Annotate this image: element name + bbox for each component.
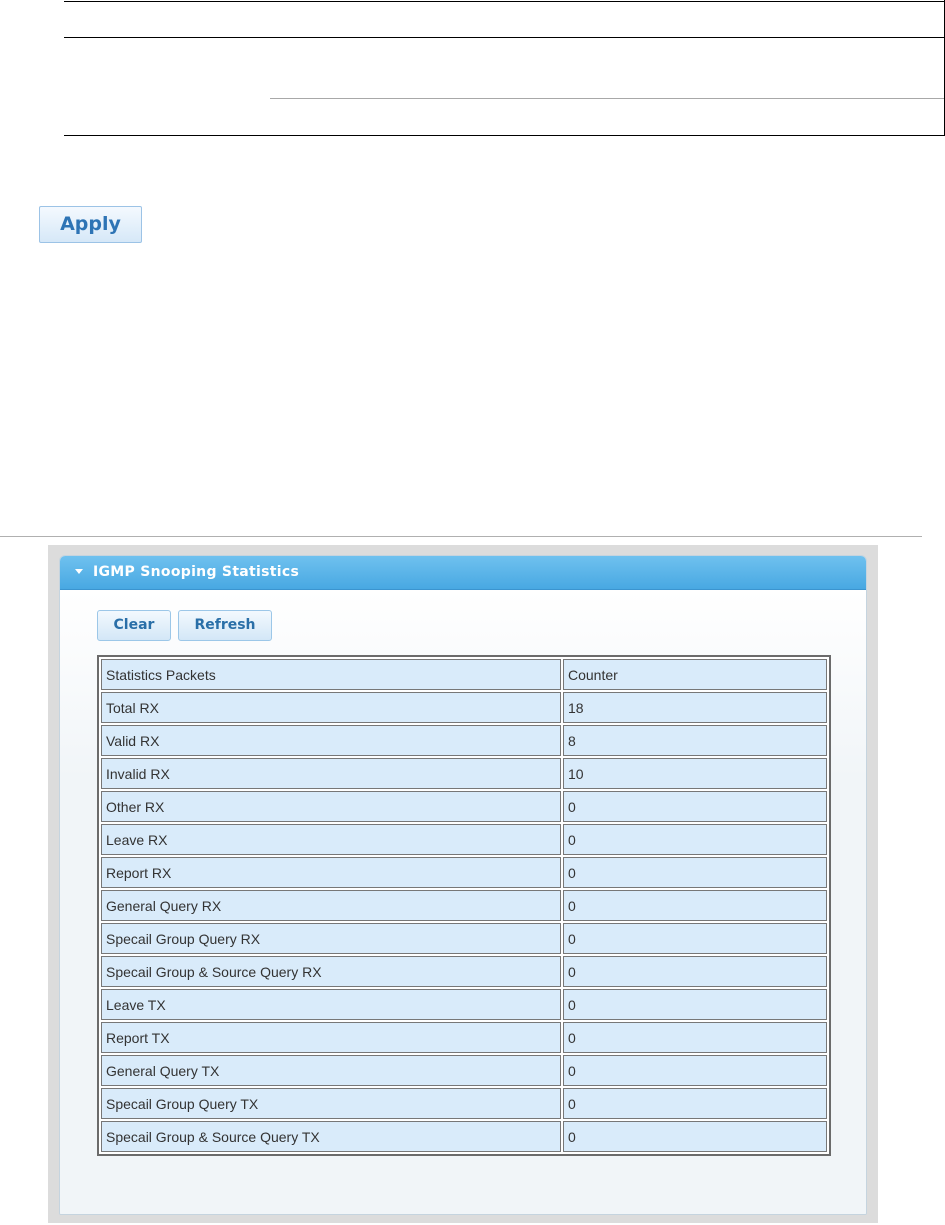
counter-cell: 0	[563, 1088, 827, 1119]
column-header-packets: Statistics Packets	[101, 659, 561, 690]
statistics-table	[97, 655, 831, 1156]
counter-cell: 10	[563, 758, 827, 789]
packet-type-cell: Valid RX	[101, 725, 561, 756]
panel-body	[60, 590, 866, 1215]
refresh-button[interactable]: Refresh	[178, 610, 272, 641]
column-header-counter: Counter	[563, 659, 827, 690]
table-row	[101, 956, 827, 987]
counter-cell: 0	[563, 1121, 827, 1152]
counter-cell: 0	[563, 1022, 827, 1053]
table-row	[101, 989, 827, 1020]
packet-type-cell: Specail Group & Source Query TX	[101, 1121, 561, 1152]
table-top-border	[64, 1, 945, 2]
packet-type-cell: Report RX	[101, 857, 561, 888]
table-row	[101, 923, 827, 954]
panel-header[interactable]	[60, 556, 866, 590]
packet-type-cell: Total RX	[101, 692, 561, 723]
counter-cell: 0	[563, 824, 827, 855]
packet-type-cell: Leave RX	[101, 824, 561, 855]
packet-type-cell: Invalid RX	[101, 758, 561, 789]
table-row	[101, 1121, 827, 1152]
counter-cell: 8	[563, 725, 827, 756]
table-row	[101, 791, 827, 822]
table-row	[101, 824, 827, 855]
packet-type-cell: Other RX	[101, 791, 561, 822]
counter-cell: 18	[563, 692, 827, 723]
counter-cell: 0	[563, 791, 827, 822]
igmp-statistics-panel	[59, 555, 867, 1215]
apply-button[interactable]: Apply	[39, 206, 142, 243]
packet-type-cell: Specail Group & Source Query RX	[101, 956, 561, 987]
counter-cell: 0	[563, 857, 827, 888]
table-row	[101, 758, 827, 789]
counter-cell: 0	[563, 890, 827, 921]
counter-cell: 0	[563, 1055, 827, 1086]
table-inner-row-border	[270, 98, 945, 99]
table-row	[101, 1055, 827, 1086]
packet-type-cell: Specail Group Query TX	[101, 1088, 561, 1119]
table-row-border	[64, 37, 945, 38]
clear-button[interactable]: Clear	[97, 610, 171, 641]
table-header-row	[101, 659, 827, 690]
table-row	[101, 890, 827, 921]
table-row	[101, 1088, 827, 1119]
packet-type-cell: Leave TX	[101, 989, 561, 1020]
table-row	[101, 1022, 827, 1053]
section-divider	[0, 536, 922, 537]
table-row	[101, 692, 827, 723]
packet-type-cell: General Query RX	[101, 890, 561, 921]
table-row	[101, 857, 827, 888]
packet-type-cell: Specail Group Query RX	[101, 923, 561, 954]
counter-cell: 0	[563, 923, 827, 954]
collapse-triangle-icon[interactable]	[75, 569, 83, 574]
table-bottom-border	[64, 135, 945, 136]
packet-type-cell: Report TX	[101, 1022, 561, 1053]
panel-title: IGMP Snooping Statistics	[93, 564, 300, 580]
counter-cell: 0	[563, 956, 827, 987]
screenshot-frame	[48, 545, 878, 1223]
counter-cell: 0	[563, 989, 827, 1020]
packet-type-cell: General Query TX	[101, 1055, 561, 1086]
table-row	[101, 725, 827, 756]
